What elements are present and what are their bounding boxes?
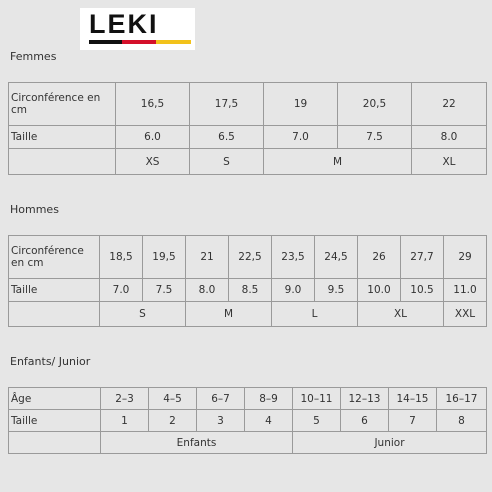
logo-text: LEKI — [89, 9, 159, 39]
hommes-circ-cell: 18,5 — [100, 236, 143, 279]
femmes-taille-row — [9, 126, 487, 149]
femmes-size-cell: M — [264, 149, 412, 175]
enfants-taille-cell: 6 — [341, 410, 389, 432]
femmes-circ-cell: 16,5 — [116, 83, 190, 126]
hommes-size-cell: M — [186, 302, 272, 327]
femmes-taille-cell: 7.5 — [338, 126, 412, 149]
hommes-taille-row — [9, 279, 487, 302]
enfants-age-cell: 8–9 — [245, 388, 293, 410]
enfants-age-row — [9, 388, 487, 410]
enfants-age-cell: 2–3 — [101, 388, 149, 410]
hommes-circ-row — [9, 236, 487, 279]
femmes-title: Femmes — [10, 50, 57, 63]
femmes-size-cell: S — [190, 149, 264, 175]
hommes-taille-label: Taille — [9, 279, 100, 302]
hommes-circ-cell: 23,5 — [272, 236, 315, 279]
femmes-circ-row — [9, 83, 487, 126]
hommes-circ-cell: 24,5 — [315, 236, 358, 279]
enfants-taille-cell: 7 — [389, 410, 437, 432]
enfants-age-cell: 14–15 — [389, 388, 437, 410]
femmes-size-row — [9, 149, 487, 175]
femmes-taille-cell: 7.0 — [264, 126, 338, 149]
hommes-taille-cell: 8.0 — [186, 279, 229, 302]
enfants-size-table — [8, 387, 487, 454]
hommes-title: Hommes — [10, 203, 59, 216]
enfants-taille-row — [9, 410, 487, 432]
enfants-age-label: Âge — [9, 388, 101, 410]
femmes-circ-label: Circonférence en cm — [9, 83, 116, 126]
hommes-taille-cell: 9.0 — [272, 279, 315, 302]
hommes-size-cell: XXL — [444, 302, 487, 327]
femmes-taille-label: Taille — [9, 126, 116, 149]
enfants-taille-cell: 3 — [197, 410, 245, 432]
logo-stripe-red — [122, 40, 156, 44]
enfants-taille-cell: 1 — [101, 410, 149, 432]
hommes-taille-cell: 11.0 — [444, 279, 487, 302]
femmes-size-table — [8, 82, 487, 175]
hommes-circ-cell: 26 — [358, 236, 401, 279]
enfants-group-blank — [9, 432, 101, 454]
femmes-size-cell: XS — [116, 149, 190, 175]
hommes-taille-cell: 7.0 — [100, 279, 143, 302]
logo-stripe-yellow — [156, 40, 191, 44]
femmes-circ-cell: 17,5 — [190, 83, 264, 126]
enfants-title: Enfants/ Junior — [10, 355, 91, 368]
hommes-taille-cell: 10.5 — [401, 279, 444, 302]
enfants-taille-label: Taille — [9, 410, 101, 432]
hommes-taille-cell: 8.5 — [229, 279, 272, 302]
enfants-age-cell: 6–7 — [197, 388, 245, 410]
enfants-group-row — [9, 432, 487, 454]
enfants-age-cell: 12–13 — [341, 388, 389, 410]
hommes-taille-cell: 7.5 — [143, 279, 186, 302]
femmes-taille-cell: 6.0 — [116, 126, 190, 149]
enfants-taille-cell: 8 — [437, 410, 487, 432]
enfants-age-cell: 16–17 — [437, 388, 487, 410]
hommes-size-cell: XL — [358, 302, 444, 327]
enfants-taille-cell: 4 — [245, 410, 293, 432]
enfants-taille-cell: 5 — [293, 410, 341, 432]
hommes-size-blank — [9, 302, 100, 327]
hommes-circ-cell: 21 — [186, 236, 229, 279]
enfants-age-cell: 4–5 — [149, 388, 197, 410]
hommes-circ-cell: 19,5 — [143, 236, 186, 279]
hommes-size-cell: L — [272, 302, 358, 327]
femmes-size-blank — [9, 149, 116, 175]
femmes-circ-cell: 19 — [264, 83, 338, 126]
hommes-circ-cell: 22,5 — [229, 236, 272, 279]
femmes-size-cell: XL — [412, 149, 487, 175]
femmes-circ-cell: 22 — [412, 83, 487, 126]
hommes-size-cell: S — [100, 302, 186, 327]
logo-stripe-black — [89, 40, 122, 44]
hommes-circ-label: Circonférence en cm — [9, 236, 100, 279]
hommes-circ-cell: 27,7 — [401, 236, 444, 279]
enfants-group-cell: Junior — [293, 432, 487, 454]
hommes-circ-cell: 29 — [444, 236, 487, 279]
enfants-taille-cell: 2 — [149, 410, 197, 432]
enfants-group-cell: Enfants — [101, 432, 293, 454]
femmes-taille-cell: 8.0 — [412, 126, 487, 149]
hommes-taille-cell: 9.5 — [315, 279, 358, 302]
hommes-size-row — [9, 302, 487, 327]
hommes-taille-cell: 10.0 — [358, 279, 401, 302]
femmes-circ-cell: 20,5 — [338, 83, 412, 126]
leki-logo — [80, 8, 195, 50]
femmes-taille-cell: 6.5 — [190, 126, 264, 149]
hommes-size-table — [8, 235, 487, 327]
enfants-age-cell: 10–11 — [293, 388, 341, 410]
